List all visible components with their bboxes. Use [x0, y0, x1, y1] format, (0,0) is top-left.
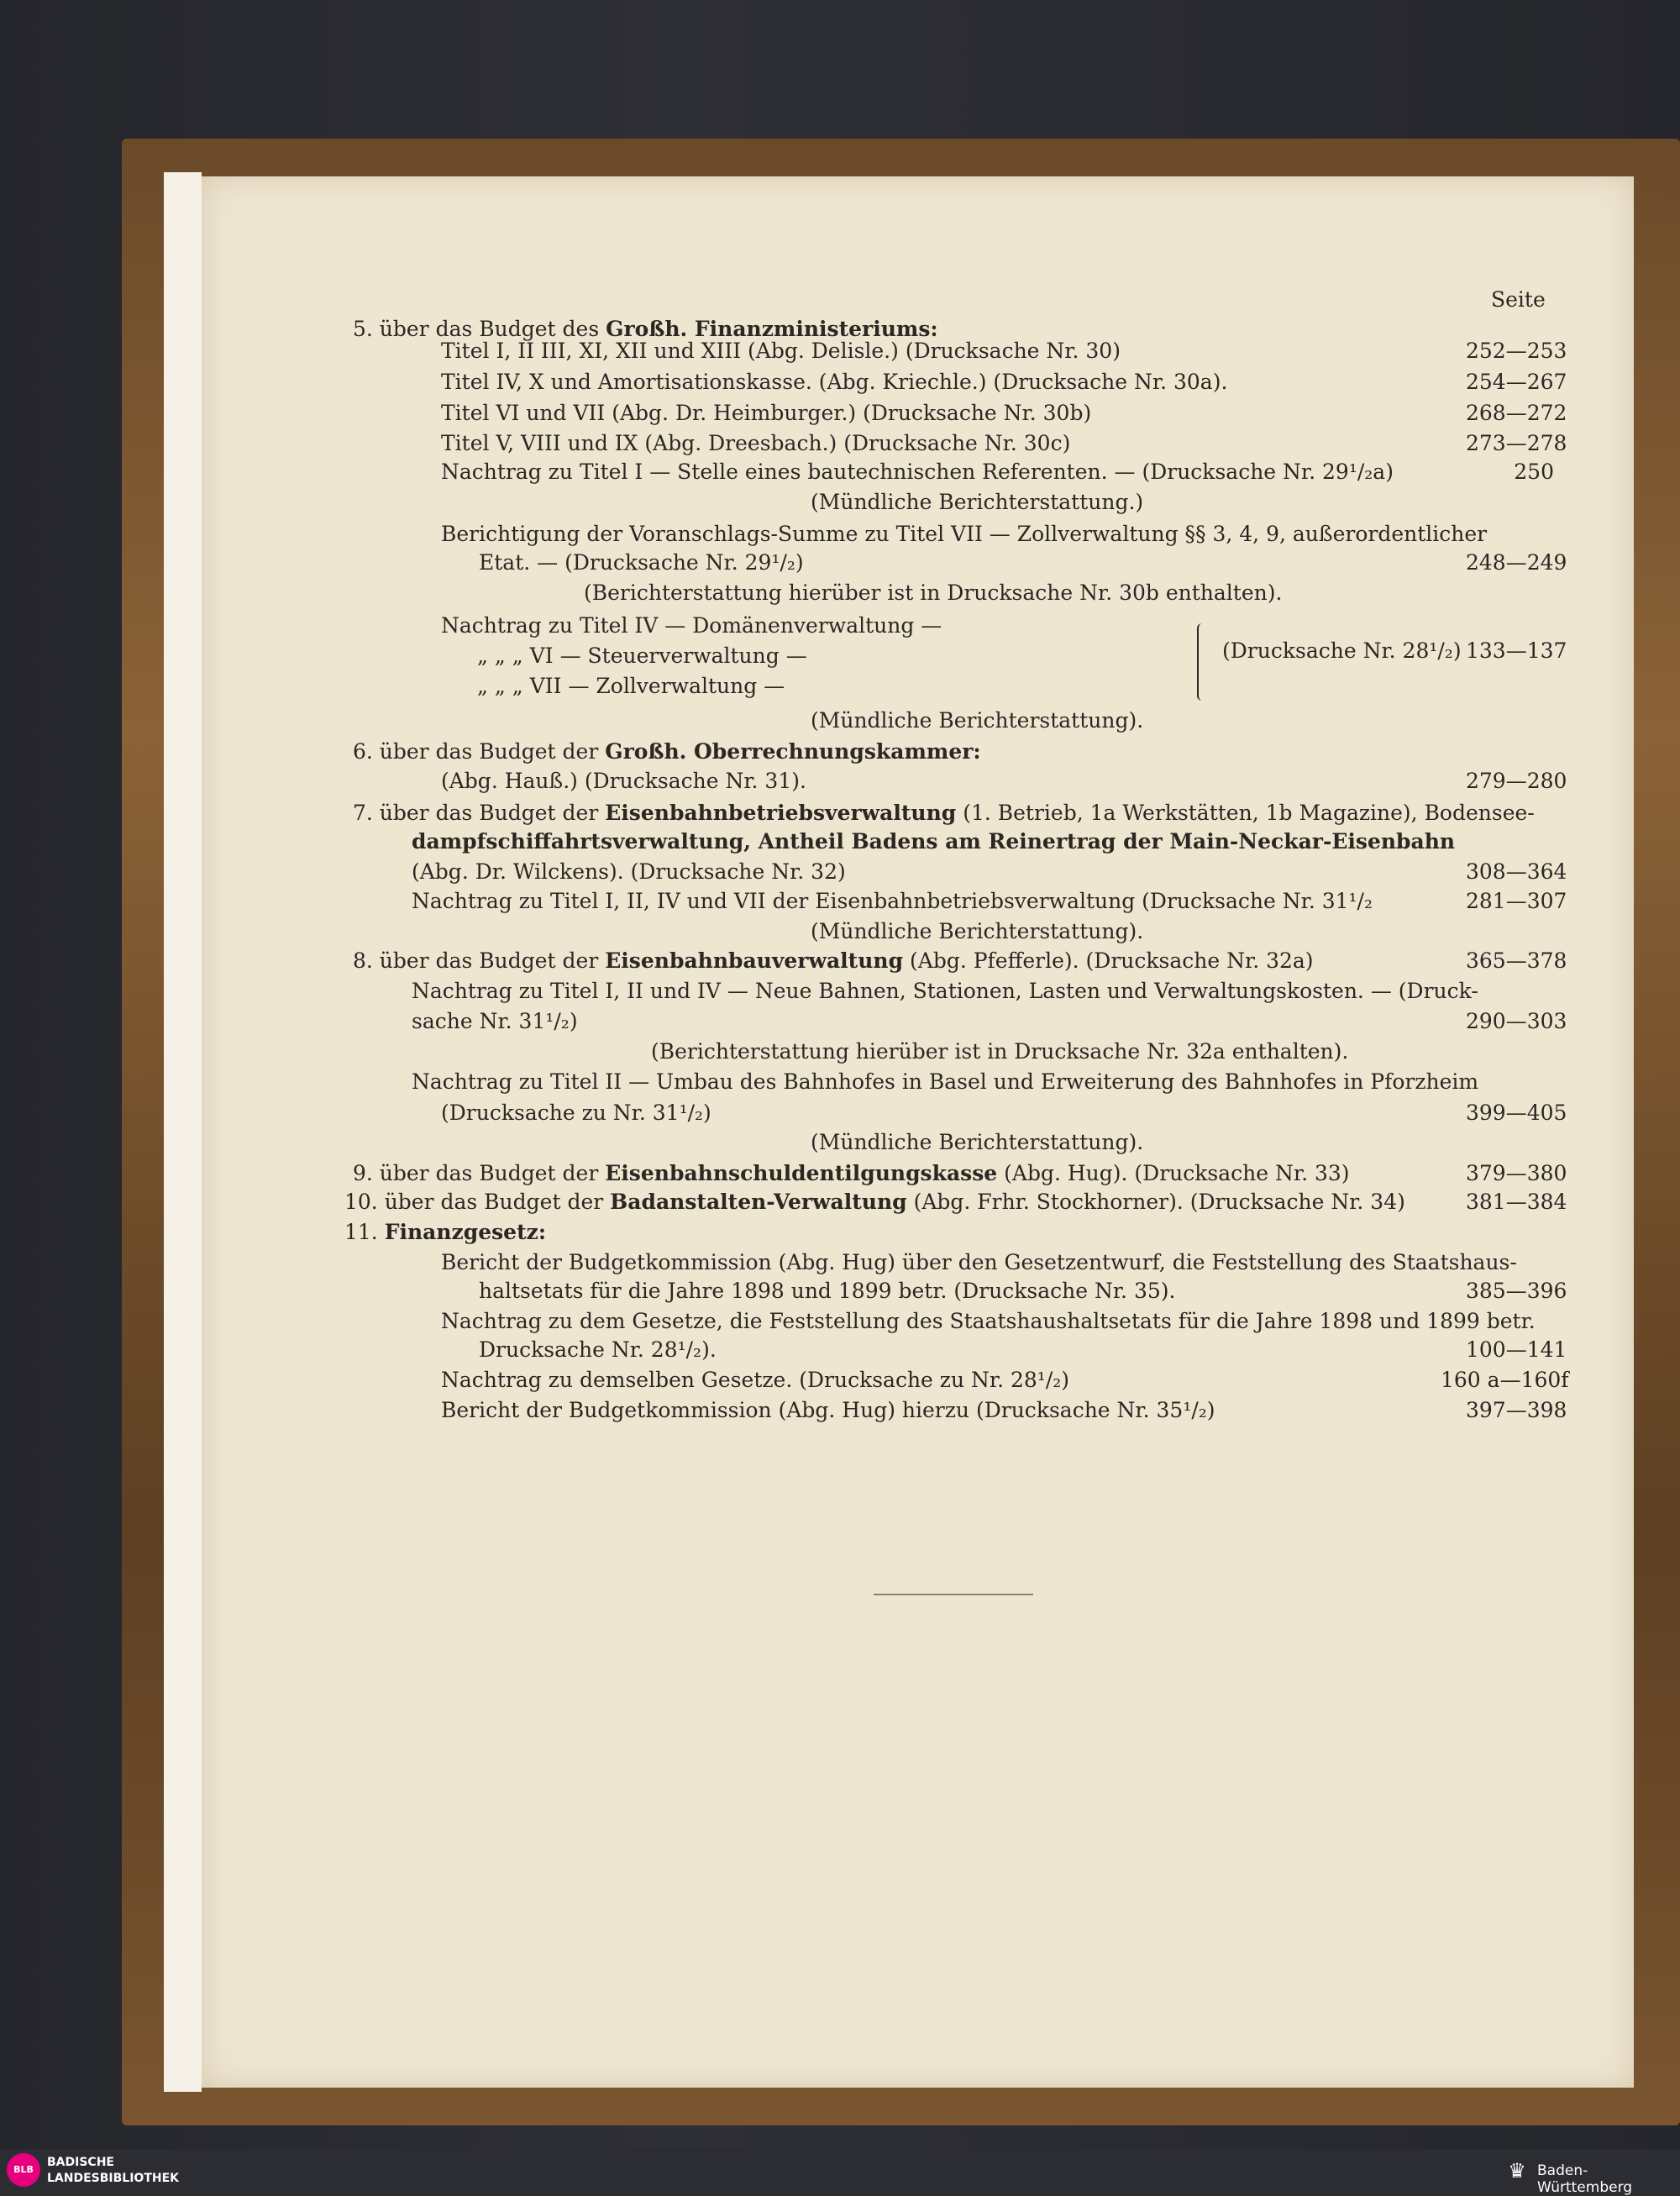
page-edge: [164, 172, 202, 2092]
page-number: 268—272: [1466, 401, 1567, 425]
entry-text: Titel VI und VII (Abg. Dr. Heimburger.) (Drucksache Nr. 30b): [441, 401, 1092, 425]
library-name-line1: BADISCHE: [47, 2156, 114, 2169]
library-name-line2: LANDESBIBLIOTHEK: [47, 2172, 180, 2185]
entry-text: (Abg. Dr. Wilckens). (Drucksache Nr. 32): [412, 859, 846, 884]
entry-text: Bericht der Budgetkommission (Abg. Hug) über den Gesetzentwurf, die Feststellung des Staatshaus-: [441, 1250, 1517, 1274]
entry-text: Etat. — (Drucksache Nr. 29¹/₂): [479, 550, 804, 575]
page-number: 365—378: [1466, 948, 1567, 973]
entry-text: Nachtrag zu dem Gesetze, die Feststellung des Staatshaushaltsetats für die Jahre 1898 und 1899 betr.: [441, 1309, 1536, 1333]
entry-text: Titel I, II III, XI, XII und XIII (Abg. Delisle.) (Drucksache Nr. 30): [441, 339, 1121, 363]
note-text: (Mündliche Berichterstattung).: [811, 1130, 1144, 1154]
seite-header: Seite: [1491, 287, 1546, 312]
entry-text: sache Nr. 31¹/₂): [412, 1009, 578, 1033]
page-number: 248—249: [1466, 550, 1567, 575]
entry-text: Nachtrag zu Titel I, II, IV und VII der Eisenbahnbetriebsverwaltung (Drucksache Nr. 31¹/₂: [412, 889, 1373, 913]
viewer-footer: [0, 2149, 1680, 2192]
entry-text: (Drucksache zu Nr. 31¹/₂): [441, 1101, 711, 1125]
page-number: 273—278: [1466, 431, 1567, 455]
entry-text: Nachtrag zu Titel IV — Domänenverwaltung —: [441, 613, 942, 638]
page-number: 290—303: [1466, 1009, 1567, 1033]
page-number: 100—141: [1466, 1337, 1567, 1362]
page-number: 160 a—160f: [1441, 1368, 1569, 1392]
entry-text: dampfschiffahrtsverwaltung, Antheil Badens am Reinertrag der Main-Neckar-Eisenbahn: [412, 829, 1456, 854]
entry-text: Titel V, VIII und IX (Abg. Dreesbach.) (Drucksache Nr. 30c): [441, 431, 1071, 455]
page-number: 399—405: [1466, 1101, 1567, 1125]
blb-logo[interactable]: BLB: [7, 2153, 40, 2187]
closing-rule: [874, 1594, 1033, 1595]
page-number: 381—384: [1466, 1190, 1567, 1214]
entry-text: „ „ „ VI — Steuerverwaltung —: [477, 644, 807, 668]
page-number: 279—280: [1466, 769, 1567, 793]
entry-text: Nachtrag zu demselben Gesetze. (Drucksache zu Nr. 28¹/₂): [441, 1368, 1070, 1392]
entry-text: Titel IV, X und Amortisationskasse. (Abg. Kriechle.) (Drucksache Nr. 30a).: [441, 370, 1228, 394]
entry-9-heading: 9. über das Budget der Eisenbahnschuldentilgungskasse (Abg. Hug). (Drucksache Nr. 33): [353, 1161, 1350, 1185]
note-text: (Berichterstattung hierüber ist in Drucksache Nr. 30b enthalten).: [584, 581, 1283, 605]
entry-text: haltsetats für die Jahre 1898 und 1899 betr. (Drucksache Nr. 35).: [479, 1279, 1176, 1303]
entry-text: Nachtrag zu Titel I — Stelle eines bautechnischen Referenten. — (Drucksache Nr. 29¹/₂a): [441, 460, 1394, 484]
entry-7-heading: 7. über das Budget der Eisenbahnbetriebsverwaltung (1. Betrieb, 1a Werkstätten, 1b Magazine), Bodensee-: [353, 801, 1535, 825]
state-name[interactable]: Baden-Württemberg: [1537, 2162, 1633, 2196]
page-number: 252—253: [1466, 339, 1567, 363]
note-text: (Berichterstattung hierüber ist in Drucksache Nr. 32a enthalten).: [651, 1039, 1349, 1064]
entry-text: „ „ „ VII — Zollverwaltung —: [477, 674, 785, 698]
page-number: 133—137: [1466, 638, 1567, 663]
note-text: (Mündliche Berichterstattung).: [811, 919, 1144, 943]
page-number: 397—398: [1466, 1398, 1567, 1422]
entry-11-heading: 11. Finanzgesetz:: [344, 1220, 547, 1244]
entry-text: Nachtrag zu Titel I, II und IV — Neue Bahnen, Stationen, Lasten und Verwaltungskosten. — (Druck-: [412, 979, 1478, 1003]
entry-text: Drucksache Nr. 28¹/₂).: [479, 1337, 717, 1362]
entry-5-heading: 5. über das Budget des Großh. Finanzministeriums:: [353, 317, 938, 341]
page-number: 254—267: [1466, 370, 1567, 394]
entry-6-heading: 6. über das Budget der Großh. Oberrechnungskammer:: [353, 739, 981, 764]
state-crest-icon: ♛: [1508, 2159, 1526, 2183]
entry-text: Berichtigung der Voranschlags-Summe zu Titel VII — Zollverwaltung §§ 3, 4, 9, außerordentlicher: [441, 522, 1488, 546]
note-text: (Mündliche Berichterstattung.): [811, 490, 1144, 514]
entry-8-heading: 8. über das Budget der Eisenbahnbauverwaltung (Abg. Pfefferle). (Drucksache Nr. 32a): [353, 948, 1314, 973]
page-number: 281—307: [1466, 889, 1567, 913]
page-number: 379—380: [1466, 1161, 1567, 1185]
brace: [1197, 623, 1207, 701]
page-number: 250: [1514, 460, 1554, 484]
note-text: (Mündliche Berichterstattung).: [811, 708, 1144, 733]
entry-text: Nachtrag zu Titel II — Umbau des Bahnhofes in Basel und Erweiterung des Bahnhofes in Pforzheim: [412, 1069, 1479, 1094]
page-number: 308—364: [1466, 859, 1567, 884]
entry-text: Bericht der Budgetkommission (Abg. Hug) hierzu (Drucksache Nr. 35¹/₂): [441, 1398, 1215, 1422]
page-number: 385—396: [1466, 1279, 1567, 1303]
entry-10-heading: 10. über das Budget der Badanstalten-Verwaltung (Abg. Frhr. Stockhorner). (Drucksache Nr. 34): [344, 1190, 1405, 1214]
entry-text: (Abg. Hauß.) (Drucksache Nr. 31).: [441, 769, 806, 793]
entry-text: (Drucksache Nr. 28¹/₂): [1222, 638, 1462, 663]
